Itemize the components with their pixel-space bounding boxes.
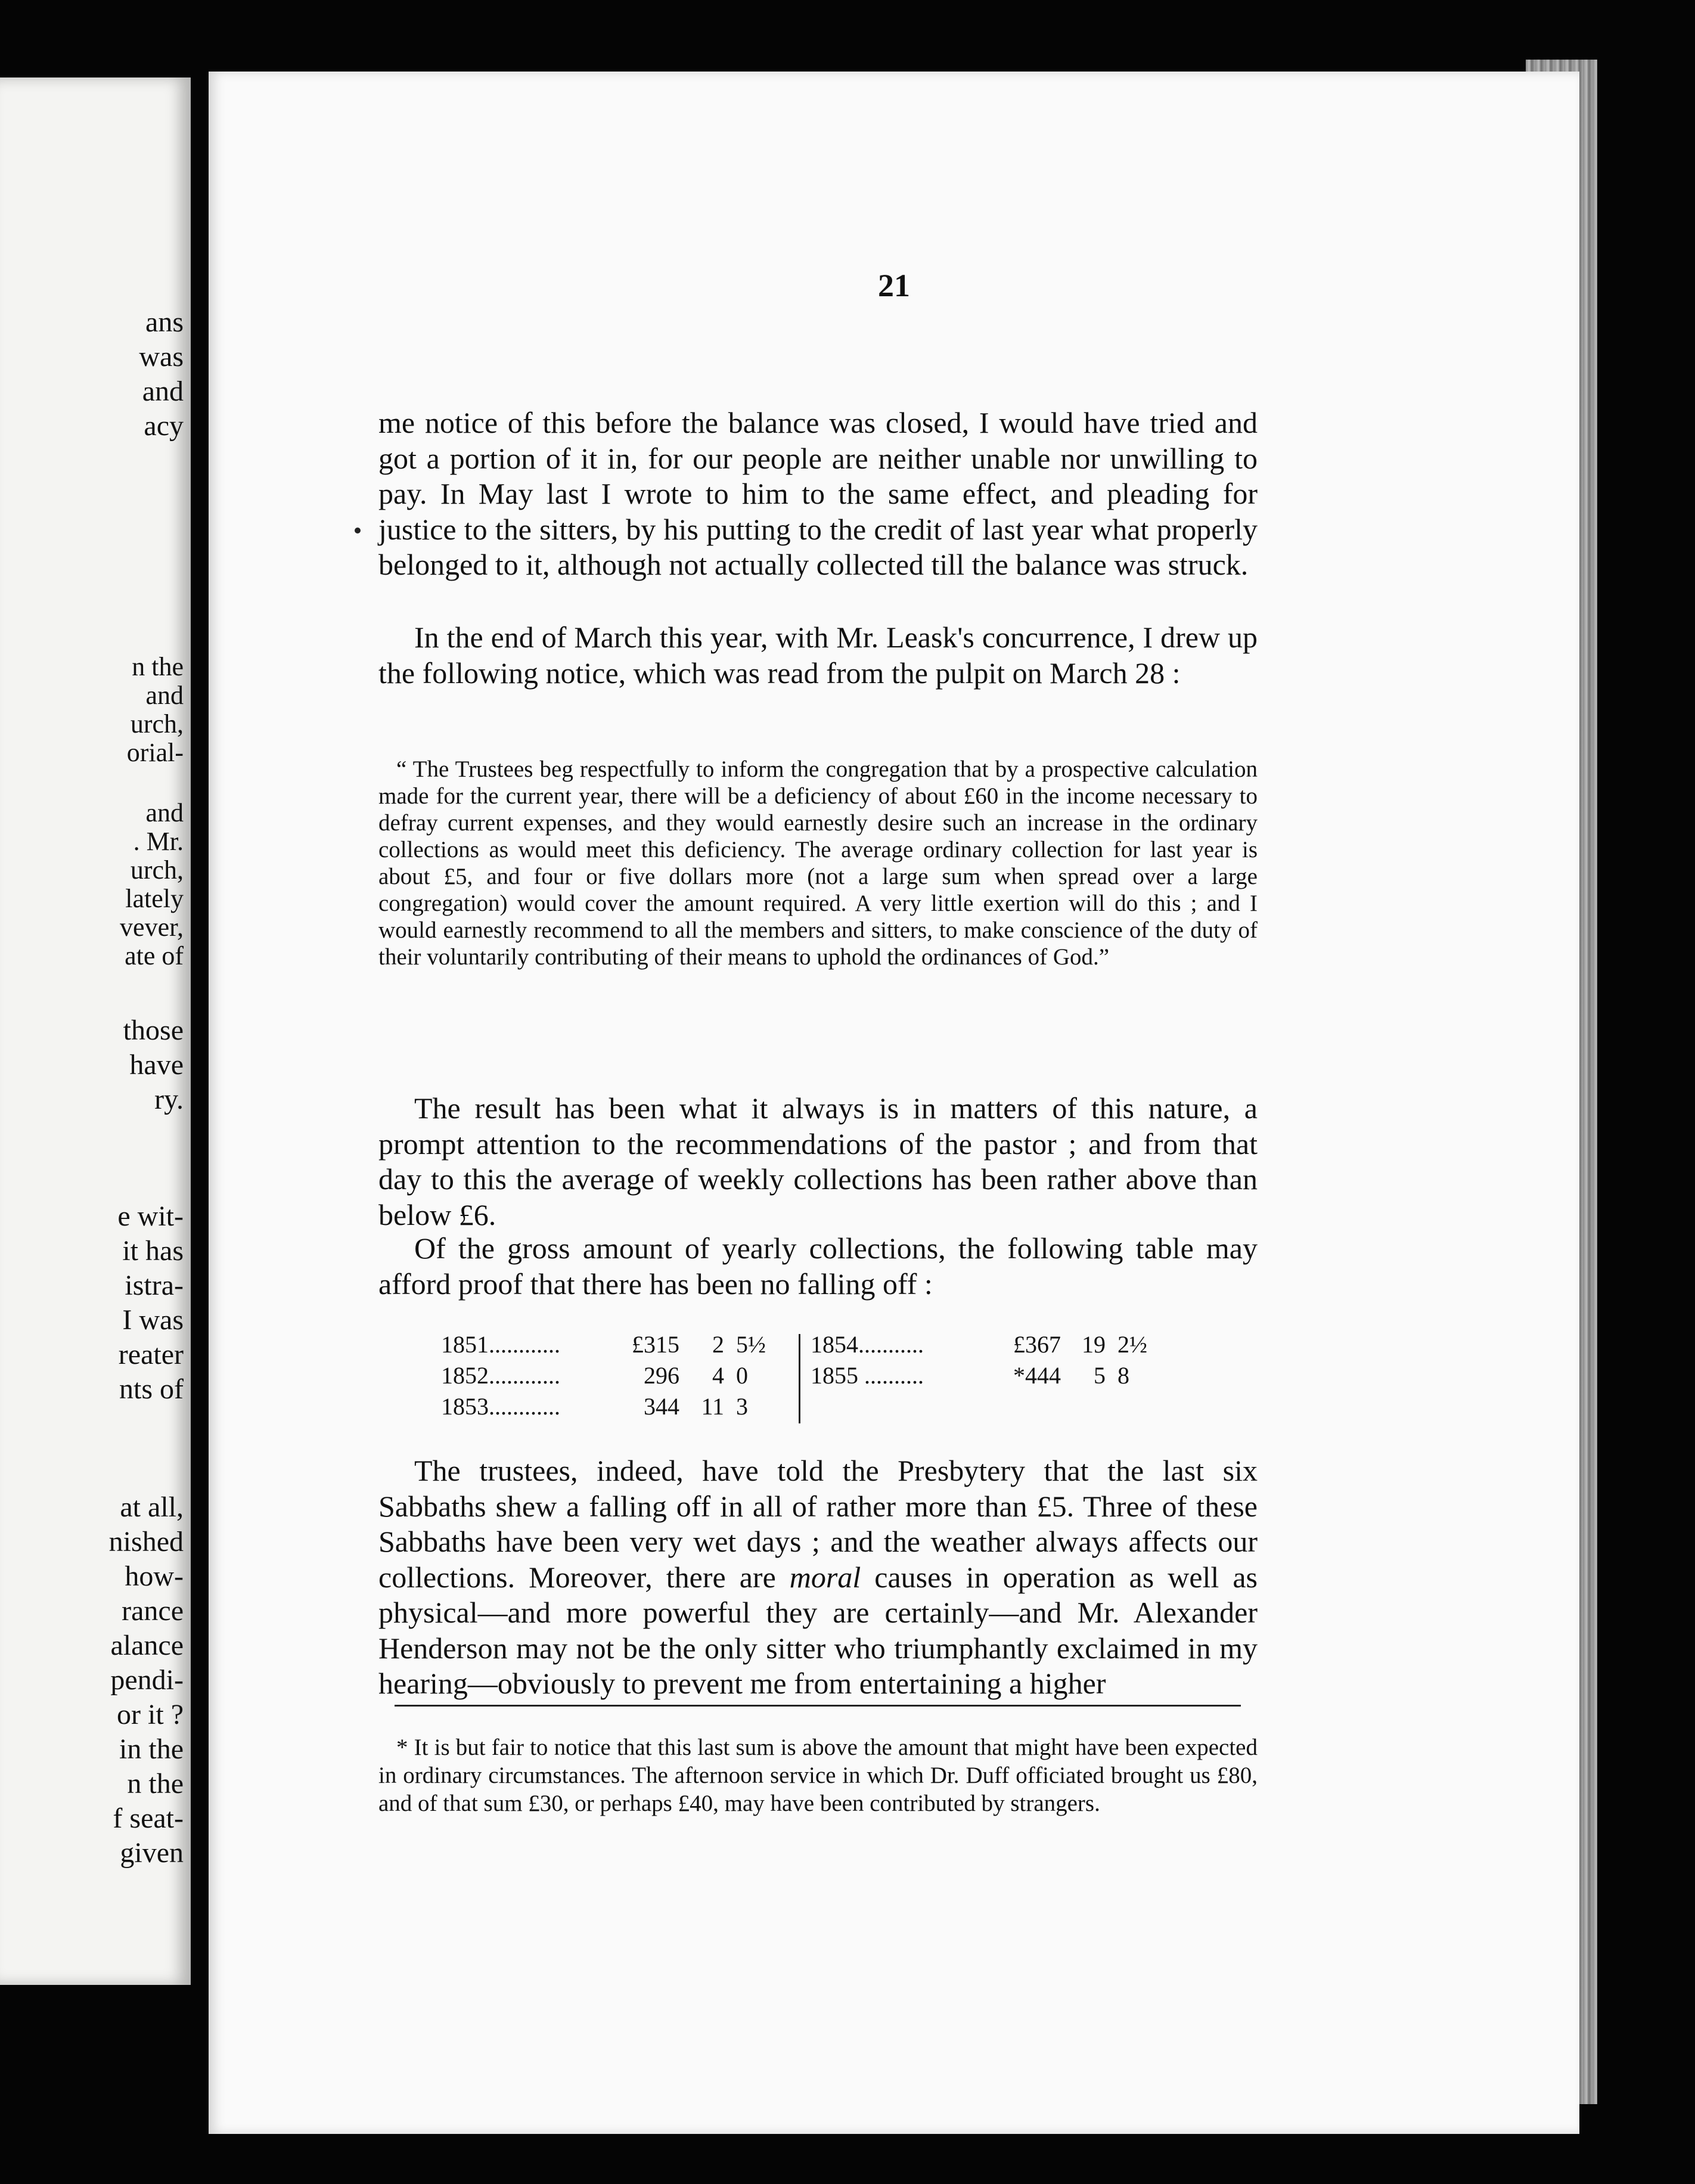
table-row [811, 1329, 1168, 1360]
paragraph-1-block [378, 405, 1258, 583]
left-fragment: lately [125, 884, 184, 913]
left-fragment: at all, [120, 1491, 184, 1523]
table-year: 1854........... [811, 1331, 924, 1358]
paragraph-5-block [378, 1453, 1258, 1702]
table-pence: 3 [736, 1393, 748, 1420]
table-year: 1853............ [441, 1393, 560, 1420]
table-row [811, 1360, 1168, 1391]
table-shillings: 4 [712, 1362, 724, 1389]
left-fragment: and [145, 681, 184, 710]
left-fragment: ate of [125, 941, 184, 970]
left-fragment: nts of [119, 1373, 184, 1405]
left-fragment: orial- [126, 738, 184, 767]
left-fragment: alance [110, 1630, 184, 1661]
quote-block [378, 756, 1258, 970]
paragraph-2-block [378, 620, 1258, 691]
left-fragment: acy [144, 410, 184, 442]
table-shillings: 2 [712, 1331, 724, 1358]
paragraph-4: Of the gross amount of yearly collections, the following table may afford proof that there has been no falling off : [378, 1231, 1258, 1301]
table-pounds: 344 [644, 1393, 679, 1420]
table-pounds: *444 [1013, 1362, 1061, 1389]
left-fragment: and [142, 376, 184, 407]
paragraph-3-block [378, 1091, 1258, 1233]
left-fragment: n the [132, 652, 184, 681]
footnote-rule [395, 1705, 1241, 1707]
footnote-block [378, 1733, 1258, 1817]
left-fragment: ry. [154, 1084, 184, 1115]
paragraph-2: In the end of March this year, with Mr. Leask's concurrence, I drew up the following notice, which was read from the pulpit on March 28 : [378, 621, 1258, 690]
table-year: 1851............ [441, 1331, 560, 1358]
footnote: * It is but fair to notice that this last sum is above the amount that might have been expected in ordinary circumstances. The afternoon service in which Dr. Duff officiated brought us £80, and of that sum £30, or perhaps £40, may have been contributed by strangers. [378, 1735, 1258, 1816]
left-fragment: vever, [120, 913, 184, 942]
left-fragment: and [145, 798, 184, 827]
left-fragment: pendi- [110, 1664, 184, 1696]
table-shillings: 19 [1082, 1331, 1106, 1358]
left-fragment: in the [119, 1733, 184, 1765]
main-page [209, 72, 1579, 2134]
table-right-column [811, 1329, 1168, 1391]
paragraph-4-block [378, 1231, 1258, 1302]
table-shillings: 11 [701, 1393, 724, 1420]
table-pence: 5½ [736, 1331, 766, 1358]
table-pounds: £315 [632, 1331, 679, 1358]
table-shillings: 5 [1094, 1362, 1106, 1389]
left-fragment: istra- [125, 1270, 184, 1301]
table-row [441, 1329, 775, 1360]
left-fragment: given [120, 1837, 184, 1869]
paragraph-5-text-a: The trustees, indeed, have told the Presbytery that the last six Sabbaths shew a falling off in all of rather more than £5. Three of these Sabbaths have been very wet days ; and the weather always affects our collections. Moreover, there are [378, 1454, 1258, 1594]
table-pence: 2½ [1117, 1331, 1147, 1358]
table-column-divider [799, 1334, 800, 1423]
left-fragment: have [129, 1049, 184, 1081]
left-facing-page [0, 77, 191, 1985]
left-fragment: urch, [130, 855, 184, 885]
table-row [441, 1391, 775, 1422]
left-fragment: those [123, 1015, 184, 1046]
left-fragment: urch, [130, 709, 184, 739]
table-pence: 0 [736, 1362, 748, 1389]
page-number: 21 [878, 268, 910, 303]
left-fragment: rance [122, 1595, 184, 1627]
left-fragment: how- [125, 1561, 184, 1592]
left-fragment: was [139, 341, 184, 373]
paragraph-5-text-b: causes in operation as well as physical—and more powerful they are certainly—and Mr. Alexander Henderson may not be the only sitter who triumphantly exclaimed in my hearing—obviously to prevent me from entertaining a higher [378, 1560, 1258, 1700]
paragraph-3: The result has been what it always is in matters of this nature, a prompt attention to the recommendations of the pastor ; and from that day to this the average of weekly collections has been rather above than below £6. [378, 1091, 1258, 1231]
left-fragment: f seat- [113, 1803, 184, 1834]
trustees-notice-quote: “ The Trustees beg respectfully to inform the congregation that by a prospective calculation made for the current year, there will be a deficiency of about £60 in the income necessary to defray current expenses, and they would earnestly desire such an increase in the ordinary collections as would meet this deficiency. The average ordinary collection for last year is about £5, and four or five dollars more (not a large sum when spread over a large congregation) would cover the amount required. A very little exertion will do this ; and I would earnestly recommend to all the members and sitters, to make conscience of the duty of their voluntarily contributing of their means to uphold the ordinances of God.” [378, 756, 1258, 970]
left-fragment: or it ? [117, 1699, 184, 1730]
margin-mark [355, 528, 361, 533]
left-fragment: it has [122, 1235, 184, 1267]
table-year: 1852............ [441, 1362, 560, 1389]
left-fragment: nished [108, 1526, 184, 1558]
left-fragment: e wit- [117, 1200, 184, 1232]
paragraph-5-italic: moral [789, 1560, 861, 1594]
paragraph-5 [378, 1453, 1258, 1702]
left-fragment: ans [145, 306, 184, 338]
table-left-column [441, 1329, 775, 1422]
left-fragment: reater [118, 1339, 184, 1370]
left-fragment: I was [122, 1304, 184, 1336]
table-pounds: £367 [1013, 1331, 1061, 1358]
table-year: 1855 .......... [811, 1362, 924, 1389]
table-pence: 8 [1117, 1362, 1129, 1389]
left-fragment: . Mr. [133, 827, 184, 856]
table-pounds: 296 [644, 1362, 679, 1389]
table-row [441, 1360, 775, 1391]
paragraph-1: me notice of this before the balance was closed, I would have tried and got a portion of it in, for our people are neither unable nor unwilling to pay. In May last I wrote to him to the same effect, and pleading for justice to the sitters, by his putting to the credit of last year what properly belonged to it, although not actually collected till the balance was struck. [378, 406, 1258, 581]
left-fragment: n the [127, 1768, 184, 1800]
